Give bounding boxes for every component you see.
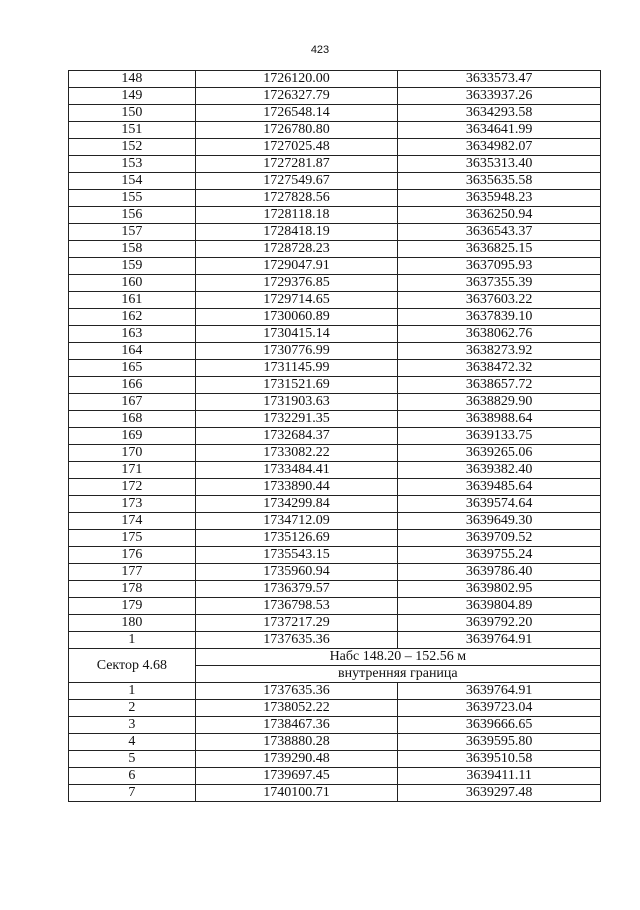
table-row [69,615,601,632]
y-coordinate-cell: 3639786.40 [398,564,601,581]
point-number-cell: 7 [69,785,196,802]
y-coordinate-cell: 3637095.93 [398,258,601,275]
y-coordinate-cell: 3639709.52 [398,530,601,547]
x-coordinate-cell: 1734299.84 [195,496,398,513]
point-number-cell: 175 [69,530,196,547]
sector-height-label: Набс 148.20 – 152.56 м [195,649,600,666]
x-coordinate-cell: 1739290.48 [195,751,398,768]
y-coordinate-cell: 3639510.58 [398,751,601,768]
x-coordinate-cell: 1734712.09 [195,513,398,530]
point-number-cell: 177 [69,564,196,581]
x-coordinate-cell: 1726327.79 [195,88,398,105]
point-number-cell: 171 [69,462,196,479]
table-row [69,173,601,190]
table-row [69,598,601,615]
y-coordinate-cell: 3639804.89 [398,598,601,615]
y-coordinate-cell: 3635948.23 [398,190,601,207]
y-coordinate-cell: 3639755.24 [398,547,601,564]
x-coordinate-cell: 1729714.65 [195,292,398,309]
table-row [69,785,601,802]
x-coordinate-cell: 1733484.41 [195,462,398,479]
x-coordinate-cell: 1731903.63 [195,394,398,411]
y-coordinate-cell: 3637603.22 [398,292,601,309]
table-row [69,377,601,394]
y-coordinate-cell: 3639382.40 [398,462,601,479]
sector-table-body [69,683,601,802]
point-number-cell: 2 [69,700,196,717]
x-coordinate-cell: 1731145.99 [195,360,398,377]
y-coordinate-cell: 3639485.64 [398,479,601,496]
table-row [69,71,601,88]
point-number-cell: 169 [69,428,196,445]
y-coordinate-cell: 3638062.76 [398,326,601,343]
point-number-cell: 168 [69,411,196,428]
table-row [69,479,601,496]
table-row [69,751,601,768]
table-row [69,496,601,513]
point-number-cell: 173 [69,496,196,513]
point-number-cell: 180 [69,615,196,632]
y-coordinate-cell: 3639764.91 [398,632,601,649]
y-coordinate-cell: 3638472.32 [398,360,601,377]
y-coordinate-cell: 3639764.91 [398,683,601,700]
table-row [69,632,601,649]
point-number-cell: 161 [69,292,196,309]
x-coordinate-cell: 1728418.19 [195,224,398,241]
table-row [69,88,601,105]
table-row [69,513,601,530]
table-row [69,105,601,122]
y-coordinate-cell: 3636250.94 [398,207,601,224]
coordinates-table [68,70,601,802]
point-number-cell: 156 [69,207,196,224]
y-coordinate-cell: 3639792.20 [398,615,601,632]
point-number-cell: 163 [69,326,196,343]
table-row [69,394,601,411]
point-number-cell: 149 [69,88,196,105]
y-coordinate-cell: 3633937.26 [398,88,601,105]
point-number-cell: 3 [69,717,196,734]
x-coordinate-cell: 1729047.91 [195,258,398,275]
y-coordinate-cell: 3638657.72 [398,377,601,394]
y-coordinate-cell: 3639133.75 [398,428,601,445]
point-number-cell: 174 [69,513,196,530]
y-coordinate-cell: 3639595.80 [398,734,601,751]
x-coordinate-cell: 1739697.45 [195,768,398,785]
x-coordinate-cell: 1730776.99 [195,343,398,360]
table-row [69,224,601,241]
table-row [69,700,601,717]
y-coordinate-cell: 3639411.11 [398,768,601,785]
y-coordinate-cell: 3634641.99 [398,122,601,139]
y-coordinate-cell: 3639666.65 [398,717,601,734]
table-row [69,530,601,547]
x-coordinate-cell: 1727549.67 [195,173,398,190]
y-coordinate-cell: 3637839.10 [398,309,601,326]
table-row [69,360,601,377]
table-row [69,139,601,156]
table-row [69,309,601,326]
table-row [69,258,601,275]
x-coordinate-cell: 1733082.22 [195,445,398,462]
point-number-cell: 157 [69,224,196,241]
point-number-cell: 172 [69,479,196,496]
x-coordinate-cell: 1735126.69 [195,530,398,547]
x-coordinate-cell: 1727828.56 [195,190,398,207]
point-number-cell: 178 [69,581,196,598]
y-coordinate-cell: 3639649.30 [398,513,601,530]
x-coordinate-cell: 1729376.85 [195,275,398,292]
x-coordinate-cell: 1732291.35 [195,411,398,428]
y-coordinate-cell: 3639574.64 [398,496,601,513]
point-number-cell: 158 [69,241,196,258]
point-number-cell: 1 [69,632,196,649]
table-row [69,207,601,224]
x-coordinate-cell: 1737635.36 [195,632,398,649]
x-coordinate-cell: 1727281.87 [195,156,398,173]
point-number-cell: 176 [69,547,196,564]
x-coordinate-cell: 1733890.44 [195,479,398,496]
y-coordinate-cell: 3634293.58 [398,105,601,122]
point-number-cell: 159 [69,258,196,275]
x-coordinate-cell: 1726548.14 [195,105,398,122]
y-coordinate-cell: 3639723.04 [398,700,601,717]
table-row [69,462,601,479]
point-number-cell: 167 [69,394,196,411]
point-number-cell: 170 [69,445,196,462]
point-number-cell: 166 [69,377,196,394]
y-coordinate-cell: 3634982.07 [398,139,601,156]
table-row [69,326,601,343]
table-row [69,241,601,258]
coordinates-table-body [69,71,601,649]
x-coordinate-cell: 1730415.14 [195,326,398,343]
x-coordinate-cell: 1727025.48 [195,139,398,156]
point-number-cell: 160 [69,275,196,292]
table-row [69,445,601,462]
x-coordinate-cell: 1738880.28 [195,734,398,751]
x-coordinate-cell: 1738052.22 [195,700,398,717]
point-number-cell: 5 [69,751,196,768]
point-number-cell: 1 [69,683,196,700]
point-number-cell: 164 [69,343,196,360]
x-coordinate-cell: 1735960.94 [195,564,398,581]
y-coordinate-cell: 3637355.39 [398,275,601,292]
point-number-cell: 155 [69,190,196,207]
point-number-cell: 165 [69,360,196,377]
x-coordinate-cell: 1736798.53 [195,598,398,615]
y-coordinate-cell: 3638273.92 [398,343,601,360]
table-row [69,564,601,581]
point-number-cell: 6 [69,768,196,785]
table-row [69,156,601,173]
x-coordinate-cell: 1737217.29 [195,615,398,632]
table-row [69,683,601,700]
table-row [69,717,601,734]
point-number-cell: 179 [69,598,196,615]
x-coordinate-cell: 1740100.71 [195,785,398,802]
sector-boundary-label: внутренняя граница [195,666,600,683]
y-coordinate-cell: 3638988.64 [398,411,601,428]
point-number-cell: 4 [69,734,196,751]
y-coordinate-cell: 3636825.15 [398,241,601,258]
x-coordinate-cell: 1738467.36 [195,717,398,734]
point-number-cell: 153 [69,156,196,173]
sector-label: Сектор 4.68 [69,649,196,683]
x-coordinate-cell: 1732684.37 [195,428,398,445]
x-coordinate-cell: 1730060.89 [195,309,398,326]
table-row [69,768,601,785]
table-row [69,122,601,139]
table-row [69,275,601,292]
y-coordinate-cell: 3633573.47 [398,71,601,88]
table-row [69,343,601,360]
x-coordinate-cell: 1731521.69 [195,377,398,394]
x-coordinate-cell: 1735543.15 [195,547,398,564]
x-coordinate-cell: 1726780.80 [195,122,398,139]
point-number-cell: 148 [69,71,196,88]
y-coordinate-cell: 3635635.58 [398,173,601,190]
x-coordinate-cell: 1726120.00 [195,71,398,88]
x-coordinate-cell: 1737635.36 [195,683,398,700]
table-row [69,547,601,564]
point-number-cell: 152 [69,139,196,156]
y-coordinate-cell: 3638829.90 [398,394,601,411]
point-number-cell: 150 [69,105,196,122]
page-number: 423 [310,44,330,56]
table-row [69,292,601,309]
y-coordinate-cell: 3639297.48 [398,785,601,802]
y-coordinate-cell: 3635313.40 [398,156,601,173]
x-coordinate-cell: 1728728.23 [195,241,398,258]
y-coordinate-cell: 3639265.06 [398,445,601,462]
sector-header-row [69,649,601,666]
table-row [69,428,601,445]
table-row [69,734,601,751]
y-coordinate-cell: 3639802.95 [398,581,601,598]
y-coordinate-cell: 3636543.37 [398,224,601,241]
table-row [69,581,601,598]
x-coordinate-cell: 1728118.18 [195,207,398,224]
point-number-cell: 151 [69,122,196,139]
point-number-cell: 162 [69,309,196,326]
sector-block [69,649,601,683]
table-row [69,190,601,207]
x-coordinate-cell: 1736379.57 [195,581,398,598]
point-number-cell: 154 [69,173,196,190]
table-row [69,411,601,428]
